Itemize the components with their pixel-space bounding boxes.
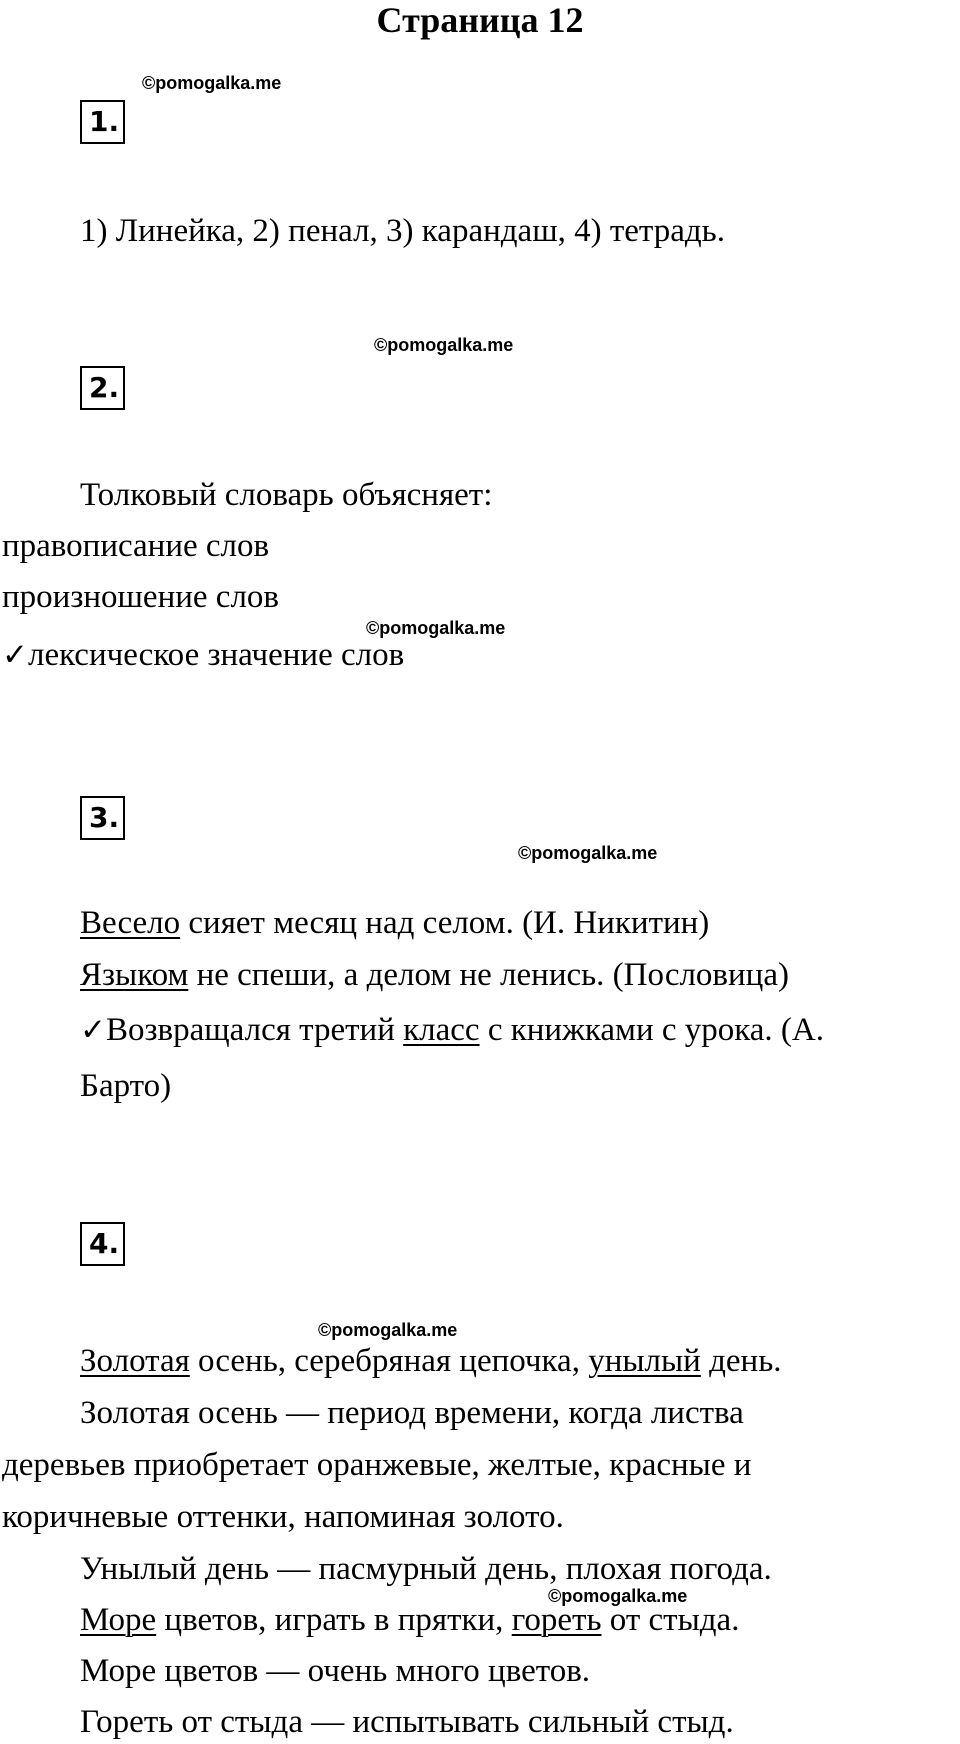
check-icon: ✓ [2,637,28,673]
task-number-1: 1. [80,100,125,144]
task-number-2: 2. [80,366,125,410]
task-3-line-3-a: Возвращался третий [105,1012,404,1048]
underlined-word: унылый [588,1343,701,1379]
task-2-intro: Толковый словарь объясняет: [80,477,493,513]
task-1-answer: 1) Линейка, 2) пенал, 3) карандаш, 4) тетрадь. [80,213,725,249]
check-icon: ✓ [80,1012,106,1048]
underlined-word: Золотая [80,1343,190,1379]
watermark: ©pomogalka.me [548,1586,688,1606]
task-4-line-1-a: осень, серебряная цепочка, [189,1343,589,1379]
page-title: Страница 12 [376,0,584,40]
task-4-line-7: Море цветов — очень много цветов. [80,1653,591,1689]
task-4-line-1 [80,1342,782,1380]
task-2-option-meaning-text: лексическое значение слов [27,637,405,673]
watermark: ©pomogalka.me [374,335,514,355]
underlined-word: Море [80,1602,157,1638]
task-4-line-6-b: от стыда. [601,1602,740,1638]
task-2-option-spelling: правописание слов [2,528,270,564]
underlined-word: Весело [80,905,181,941]
underlined-word: класс [403,1012,480,1048]
task-number-4: 4. [80,1222,125,1266]
task-4-line-2: Золотая осень — период времени, когда листва [80,1395,744,1431]
task-3-line-2 [80,956,789,994]
underlined-word: гореть [511,1602,602,1638]
task-2-option-meaning [2,636,404,674]
underlined-word: Языком [80,957,189,993]
watermark: ©pomogalka.me [142,73,282,93]
task-4-line-5: Унылый день — пасмурный день, плохая погода. [80,1551,772,1587]
watermark: ©pomogalka.me [366,618,506,638]
task-3-line-2-rest: не спеши, а делом не ленись. (Пословица) [188,957,789,993]
task-3-line-3 [80,1011,824,1049]
task-4-line-3: деревьев приобретает оранжевые, желтые, красные и [2,1447,752,1483]
task-4-line-4: коричневые оттенки, напоминая золото. [2,1499,564,1535]
watermark: ©pomogalka.me [318,1320,458,1340]
task-3-line-3-b: с книжками с урока. (А. [479,1012,824,1048]
task-number-3: 3. [80,796,125,840]
task-4-line-6 [80,1601,739,1639]
task-3-line-4: Барто) [80,1068,172,1104]
task-2-option-pronunciation: произношение слов [2,579,279,615]
task-3-line-1 [80,904,709,942]
task-4-line-8: Гореть от стыда — испытывать сильный стыд. [80,1704,734,1740]
task-3-line-1-rest: сияет месяц над селом. (И. Никитин) [180,905,710,941]
watermark: ©pomogalka.me [518,843,658,863]
task-4-line-1-b: день. [700,1343,782,1379]
task-4-line-6-a: цветов, играть в прятки, [156,1602,512,1638]
